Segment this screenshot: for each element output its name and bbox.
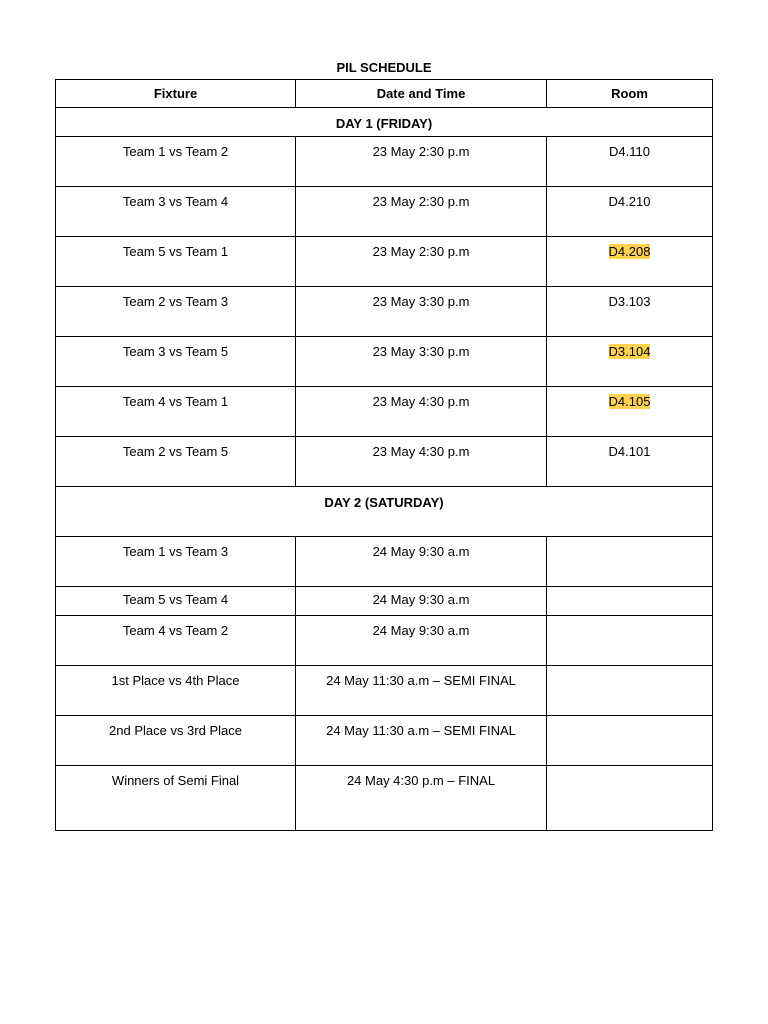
fixture-cell: Team 1 vs Team 3 [56, 537, 296, 587]
date-time-cell: 23 May 4:30 p.m [296, 387, 547, 437]
room-cell [547, 187, 713, 237]
date-time-cell: 23 May 3:30 p.m [296, 287, 547, 337]
header-room: Room [547, 80, 713, 108]
date-time-cell: 24 May 9:30 a.m [296, 587, 547, 616]
room-label-highlighted: D4.105 [608, 394, 651, 409]
fixture-cell: 2nd Place vs 3rd Place [56, 716, 296, 766]
table-row [56, 766, 713, 831]
fixture-cell: Team 2 vs Team 5 [56, 437, 296, 487]
room-cell [547, 537, 713, 587]
room-label: D3.103 [608, 294, 651, 309]
date-time-cell: 23 May 3:30 p.m [296, 337, 547, 387]
date-time-cell: 24 May 11:30 a.m – SEMI FINAL [296, 716, 547, 766]
room-label: D4.210 [608, 194, 651, 209]
fixture-cell: Team 2 vs Team 3 [56, 287, 296, 337]
header-fixture: Fixture [56, 80, 296, 108]
date-time-cell: 24 May 9:30 a.m [296, 616, 547, 666]
page-title: PIL SCHEDULE [336, 60, 432, 75]
table-row [56, 537, 713, 587]
table-row [56, 666, 713, 716]
fixture-cell: Team 4 vs Team 1 [56, 387, 296, 437]
date-time-cell: 24 May 4:30 p.m – FINAL [296, 766, 547, 831]
day2-heading-row [56, 487, 713, 537]
date-time-cell: 23 May 2:30 p.m [296, 237, 547, 287]
date-time-cell: 23 May 2:30 p.m [296, 187, 547, 237]
table-row [56, 587, 713, 616]
date-time-cell: 24 May 9:30 a.m [296, 537, 547, 587]
fixture-cell: Team 4 vs Team 2 [56, 616, 296, 666]
table-row [56, 616, 713, 666]
room-cell [547, 237, 713, 287]
header-date-time: Date and Time [296, 80, 547, 108]
table-row [56, 137, 713, 187]
room-cell [547, 616, 713, 666]
table-row [56, 287, 713, 337]
date-time-cell: 23 May 4:30 p.m [296, 437, 547, 487]
room-label: D4.101 [608, 444, 651, 459]
day2-heading: DAY 2 (SATURDAY) [56, 487, 713, 537]
table-row [56, 337, 713, 387]
room-cell [547, 437, 713, 487]
date-time-cell: 23 May 2:30 p.m [296, 137, 547, 187]
room-label-highlighted: D4.208 [608, 244, 651, 259]
fixture-cell: Team 3 vs Team 5 [56, 337, 296, 387]
room-cell [547, 587, 713, 616]
room-cell [547, 766, 713, 831]
room-label-highlighted: D3.104 [608, 344, 651, 359]
room-cell [547, 716, 713, 766]
header-row [56, 80, 713, 108]
table-row [56, 237, 713, 287]
room-cell [547, 666, 713, 716]
fixture-cell: Team 5 vs Team 1 [56, 237, 296, 287]
fixture-cell: Team 5 vs Team 4 [56, 587, 296, 616]
day1-heading-row [56, 108, 713, 137]
room-label: D4.110 [609, 144, 650, 159]
table-row [56, 716, 713, 766]
date-time-cell: 24 May 11:30 a.m – SEMI FINAL [296, 666, 547, 716]
day1-heading: DAY 1 (FRIDAY) [56, 108, 713, 137]
fixture-cell: Team 3 vs Team 4 [56, 187, 296, 237]
room-cell [547, 337, 713, 387]
schedule-table [55, 79, 713, 831]
table-row [56, 187, 713, 237]
room-cell [547, 387, 713, 437]
table-row [56, 437, 713, 487]
fixture-cell: 1st Place vs 4th Place [56, 666, 296, 716]
room-cell [547, 287, 713, 337]
table-row [56, 387, 713, 437]
room-cell [547, 137, 713, 187]
fixture-cell: Team 1 vs Team 2 [56, 137, 296, 187]
fixture-cell: Winners of Semi Final [56, 766, 296, 831]
